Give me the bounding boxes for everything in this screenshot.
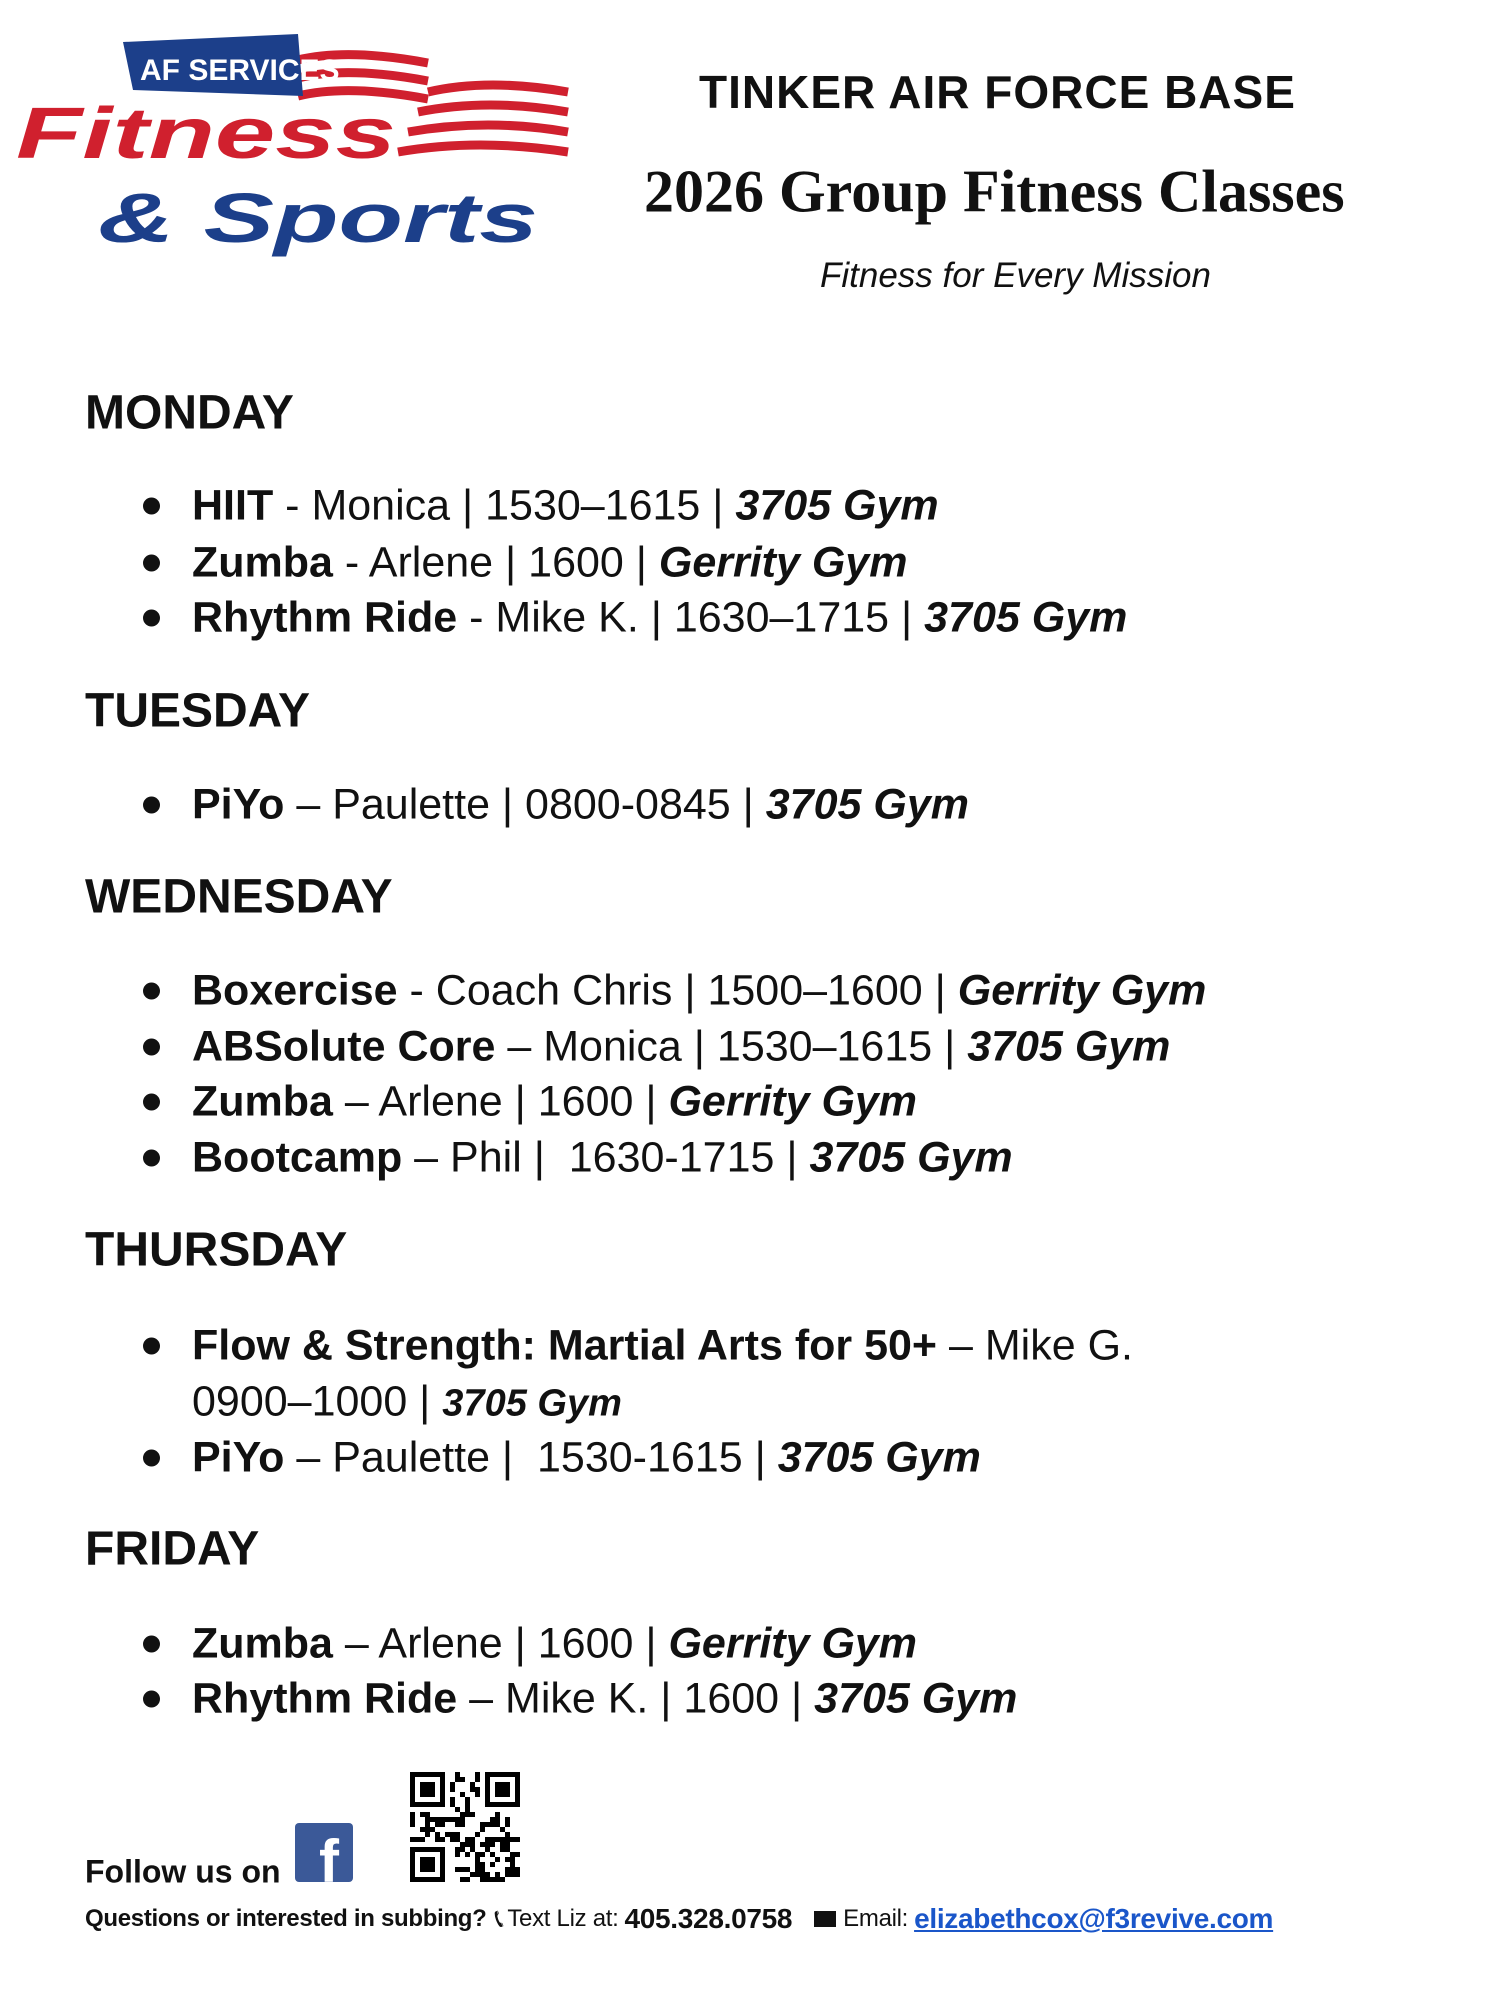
bullet-icon [143,1636,160,1653]
separator: – [402,1133,451,1182]
class-name: ABSolute Core [192,1022,496,1071]
class-location: Gerrity Gym [668,1619,918,1668]
bullet-icon [143,1691,160,1708]
logo-banner-text: AF SERVICES [140,54,340,87]
logo-fitness-text: Fitness [16,94,396,174]
class-name: PiYo [192,780,285,829]
class-item [143,594,1127,643]
email-icon [814,1911,836,1927]
class-name: Flow & Strength: Martial Arts for 50+ [192,1321,938,1370]
separator: - [457,593,496,642]
logo-sports-text: & Sports [98,179,538,257]
class-name: Rhythm Ride [192,593,458,642]
class-name: Bootcamp [192,1133,403,1182]
separator: – [457,1674,505,1723]
class-name: Zumba [192,1077,333,1126]
separator: – [284,780,333,829]
bullet-icon [143,1039,160,1056]
facebook-icon[interactable]: f [295,1823,353,1882]
class-location: 3705 Gym [765,780,969,829]
class-name: HIIT [192,481,274,530]
class-location: 3705 Gym [924,593,1128,642]
class-detail: Paulette | 1530-1615 | [332,1433,778,1482]
class-location: Gerrity Gym [658,538,908,587]
class-item [143,781,969,830]
class-detail: Mike K. | 1630–1715 | [495,593,925,642]
class-detail: Monica | 1530–1615 | [543,1022,968,1071]
class-detail: Coach Chris | 1500–1600 | [435,966,958,1015]
class-detail: Arlene | 1600 | [368,538,659,587]
class-detail: Arlene | 1600 | [378,1077,669,1126]
qr-code[interactable] [410,1772,520,1882]
bullet-icon [143,1450,160,1467]
separator: – [937,1321,985,1370]
follow-us-label: Follow us on [85,1853,281,1890]
class-item-continued [192,1378,622,1427]
bullet-icon [143,1094,160,1111]
day-heading: TUESDAY [85,684,310,738]
bullet-icon [143,498,160,515]
contact-line [85,1903,1273,1935]
class-name: Zumba [192,1619,333,1668]
class-location: Gerrity Gym [957,966,1207,1015]
class-item [143,1134,1013,1183]
class-location: Gerrity Gym [668,1077,918,1126]
class-detail: Phil | 1630-1715 | [450,1133,810,1182]
day-heading: FRIDAY [85,1522,260,1576]
bullet-icon [143,555,160,572]
bullet-icon [143,610,160,627]
separator: – [332,1077,379,1126]
questions-label: Questions or interested in subbing? [85,1905,487,1932]
class-detail: Mike K. | 1600 | [505,1674,815,1723]
class-location: 3705 Gym [442,1382,622,1425]
phone-icon: 📞︎ [494,1903,504,1933]
class-item [143,482,939,531]
class-item [143,1322,1133,1371]
class-item [143,1078,917,1127]
separator: - [397,966,436,1015]
day-heading: MONDAY [85,386,294,440]
class-name: PiYo [192,1433,285,1482]
separator: - [332,538,369,587]
class-item [143,1023,1170,1072]
class-detail: Mike G. [984,1321,1133,1370]
bullet-icon [143,983,160,1000]
tagline: Fitness for Every Mission [820,256,1211,295]
class-item [143,967,1206,1016]
separator: – [495,1022,544,1071]
base-name: TINKER AIR FORCE BASE [699,66,1296,118]
class-name: Boxercise [192,966,398,1015]
class-item [143,539,907,588]
text-label: Text Liz at: [507,1905,619,1932]
class-name: Zumba [192,538,333,587]
class-location: 3705 Gym [967,1022,1171,1071]
class-location: 3705 Gym [809,1133,1013,1182]
class-location: 3705 Gym [814,1674,1018,1723]
class-detail: Arlene | 1600 | [378,1619,669,1668]
class-item [143,1434,981,1483]
separator: – [284,1433,333,1482]
class-detail: Monica | 1530–1615 | [311,481,736,530]
class-location: 3705 Gym [777,1433,981,1482]
class-location: 3705 Gym [735,481,939,530]
email-label: Email: [843,1905,909,1932]
separator: - [273,481,312,530]
class-item [143,1620,917,1669]
day-heading: WEDNESDAY [85,870,393,924]
day-heading: THURSDAY [85,1223,348,1277]
bullet-icon [143,797,160,814]
class-name: Rhythm Ride [192,1674,458,1723]
bullet-icon [143,1338,160,1355]
af-fitness-sports-logo [8,30,578,260]
email-link[interactable]: elizabethcox@f3revive.com [914,1903,1274,1934]
class-time: 0900–1000 | [192,1377,443,1426]
bullet-icon [143,1150,160,1167]
class-detail: Paulette | 0800-0845 | [332,780,766,829]
phone-number[interactable]: 405.328.0758 [624,1903,793,1934]
class-item [143,1675,1017,1724]
page-title: 2026 Group Fitness Classes [644,158,1345,225]
separator: – [332,1619,379,1668]
